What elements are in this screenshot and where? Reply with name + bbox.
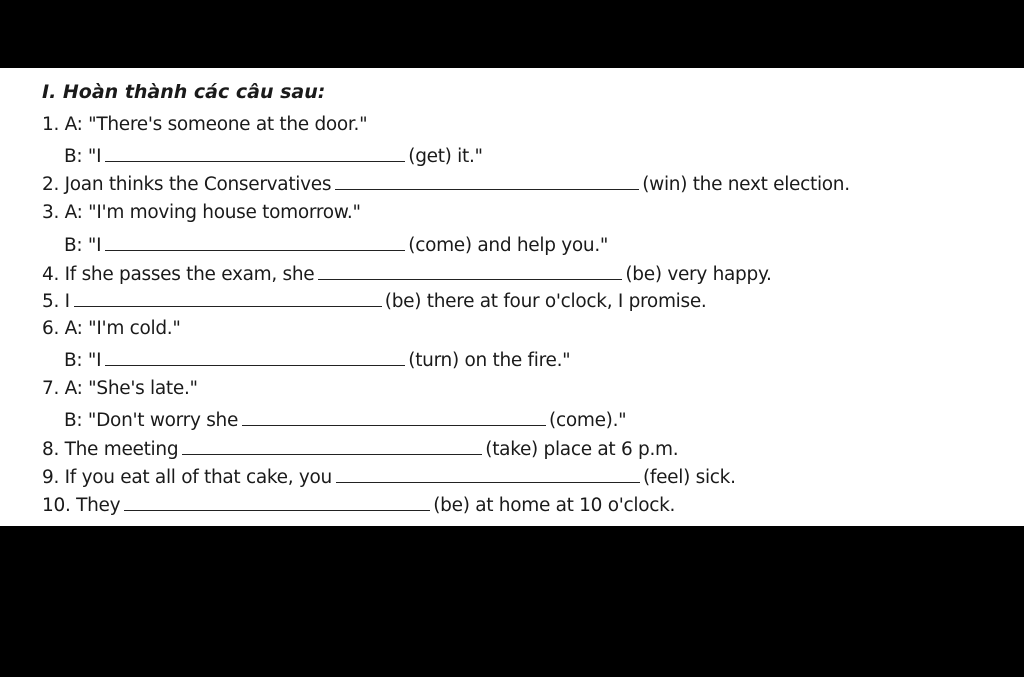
line-text: (feel) sick. <box>642 467 736 488</box>
answer-blank[interactable] <box>335 170 639 190</box>
line-text: B: "I <box>64 350 102 371</box>
line-text: (be) there at four o'clock, I promise. <box>384 291 707 312</box>
line-text: 9. If you eat all of that cake, you <box>42 467 332 488</box>
answer-blank[interactable] <box>74 287 382 307</box>
exercise-line-9 <box>42 463 736 489</box>
answer-blank[interactable] <box>105 346 405 366</box>
exercise-line-4 <box>42 260 772 286</box>
exercise-line-5 <box>42 287 707 313</box>
line-text: 6. A: "I'm cold." <box>42 318 181 339</box>
line-text: 7. A: "She's late." <box>42 378 198 399</box>
line-text: (turn) on the fire." <box>408 350 571 371</box>
line-text: (come) and help you." <box>408 235 609 256</box>
exercise-line-6a <box>42 316 181 342</box>
answer-blank[interactable] <box>182 435 482 455</box>
exercise-line-1b <box>64 142 483 168</box>
exercise-line-6b <box>64 346 570 372</box>
line-text: 4. If she passes the exam, she <box>42 264 315 285</box>
line-text: B: "I <box>64 235 102 256</box>
line-text: 1. A: "There's someone at the door." <box>42 114 368 135</box>
answer-blank[interactable] <box>124 491 430 511</box>
exercise-line-7a <box>42 376 198 402</box>
line-text: B: "Don't worry she <box>64 410 239 431</box>
exercise-line-1a <box>42 112 367 138</box>
line-text: (be) at home at 10 o'clock. <box>433 495 676 516</box>
worksheet-heading: I. Hoàn thành các câu sau: <box>42 81 326 103</box>
line-text: 3. A: "I'm moving house tomorrow." <box>42 202 361 223</box>
line-text: B: "I <box>64 146 102 167</box>
exercise-line-3a <box>42 200 361 226</box>
exercise-line-3b <box>64 231 608 257</box>
exercise-line-8 <box>42 435 678 461</box>
line-text: 5. I <box>42 291 70 312</box>
line-text: 8. The meeting <box>42 439 179 460</box>
worksheet <box>0 68 1024 526</box>
answer-blank[interactable] <box>242 406 546 426</box>
line-text: (be) very happy. <box>625 264 772 285</box>
answer-blank[interactable] <box>318 260 622 280</box>
answer-blank[interactable] <box>105 142 405 162</box>
answer-blank[interactable] <box>336 463 640 483</box>
exercise-line-7b <box>64 406 626 432</box>
exercise-line-10 <box>42 491 675 517</box>
line-text: (come)." <box>549 410 627 431</box>
line-text: (take) place at 6 p.m. <box>485 439 679 460</box>
answer-blank[interactable] <box>105 231 405 251</box>
exercise-line-2 <box>42 170 850 196</box>
line-text: (get) it." <box>408 146 483 167</box>
line-text: (win) the next election. <box>642 174 850 195</box>
line-text: 2. Joan thinks the Conservatives <box>42 174 332 195</box>
line-text: 10. They <box>42 495 121 516</box>
